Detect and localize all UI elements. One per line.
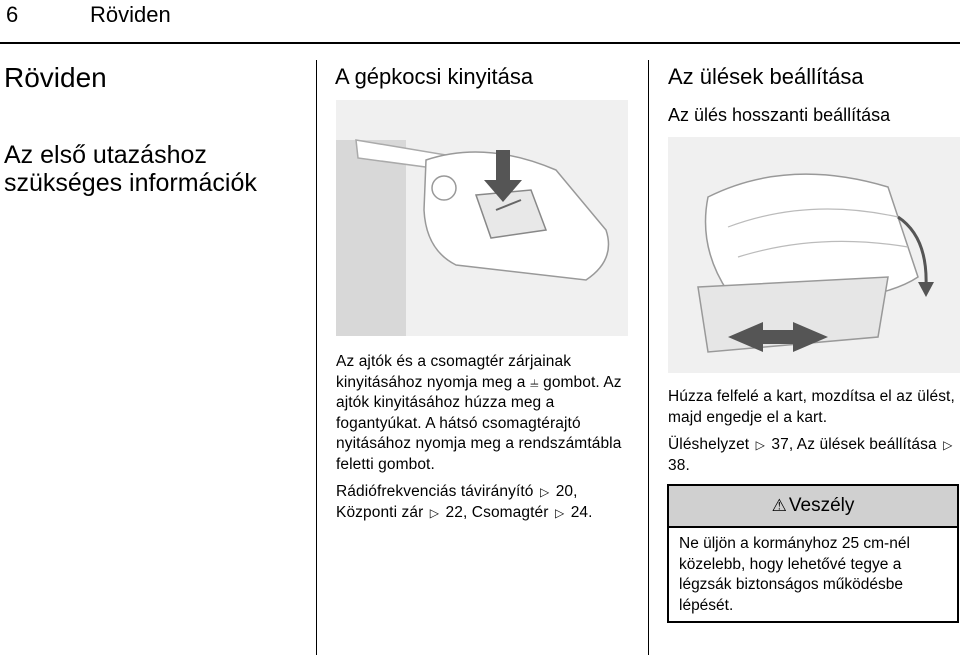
column-divider [316,60,317,655]
cross-reference-icon: ▷ [755,438,765,452]
section-title-unlocking: A gépkocsi kinyitása [335,64,534,89]
warning-text: Ne üljön a kormányhoz 25 cm-nél közelebb, hogy lehetővé tegye a légzsák biztonságos működésbe lépését. [679,535,910,614]
cross-reference-icon: ▷ [943,438,953,452]
seat-references: Üléshelyzet ▷ 37, Az ülések beállítása ▷ 38. [668,436,953,474]
seat-instructions [668,387,958,483]
page-number: 6 [6,2,19,27]
section-title-seats: Az ülések beállítása [668,64,864,89]
cross-reference-icon: ▷ [554,505,565,520]
subsection-title-longitudinal: Az ülés hosszanti beállítása [668,105,891,125]
warning-header [669,486,957,528]
cross-reference-icon: ▷ [429,505,440,520]
unlocking-references: Rádiófrekvenciás távirányító ▷ 20, Központi zár ▷ 22, Csomagtér ▷ 24. [336,482,636,523]
header-rule [0,42,960,44]
key-fob-illustration [336,100,628,336]
chapter-title: Röviden [4,62,107,93]
column-divider [648,60,649,655]
running-header: Röviden [90,2,171,27]
seat-paragraph: Húzza felfelé a kart, mozdítsa el az ülést, majd engedje el a kart. [668,388,955,426]
unlocking-paragraph: Az ajtók és a csomagtér zárjainak kinyitásához nyomja meg a ⫨ gombot. Az ajtók kinyitásához húzza meg a fogantyúkat. A hátsó csomagtérajtó nyitásához nyomja meg a rendszámtábla feletti gombot. [336,353,622,473]
warning-icon: ⚠ [771,496,787,515]
cross-reference-icon: ▷ [539,485,550,499]
warning-title: Veszély [788,495,855,516]
chapter-subtitle: Az első utazáshoz szükséges információk [4,141,257,197]
unlocking-instructions [336,352,636,530]
danger-warning-box [667,484,959,623]
seat-adjustment-illustration [668,137,960,373]
